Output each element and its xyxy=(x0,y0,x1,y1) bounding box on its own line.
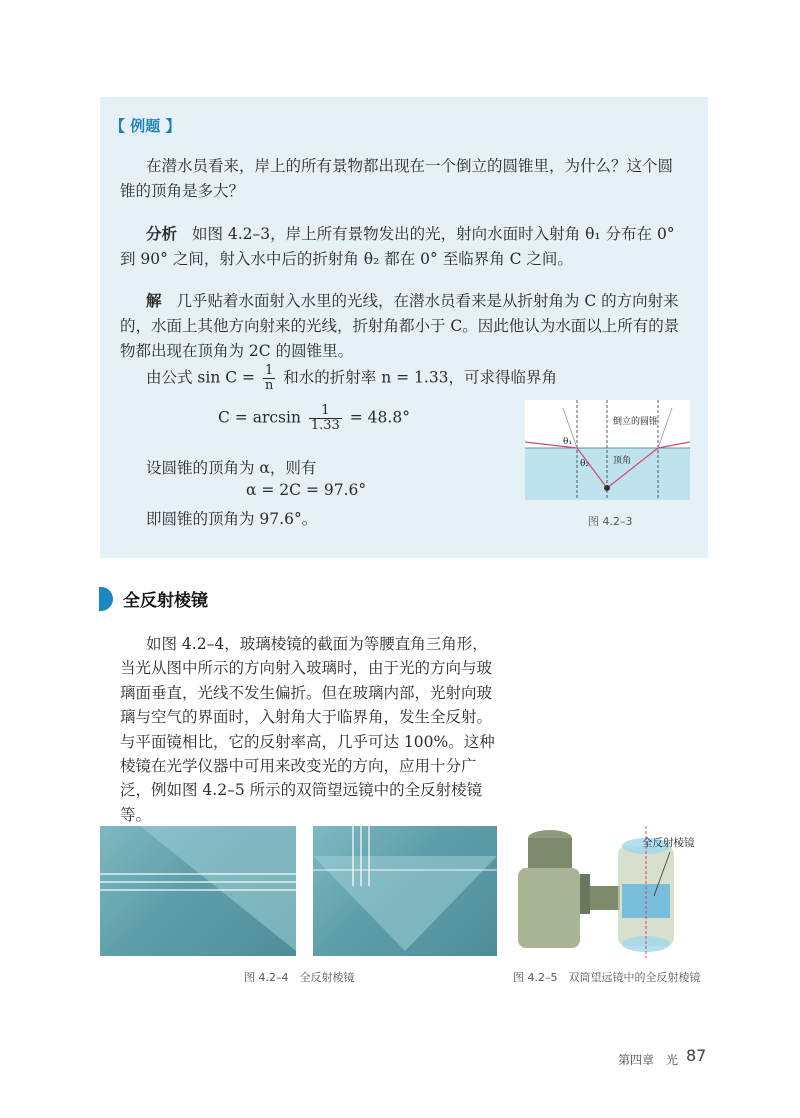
formula-c-text-b: = 48.8° xyxy=(349,408,410,427)
figure-4-2-5-caption: 图 4.2–5 双筒望远镜中的全反射棱镜 xyxy=(513,971,701,984)
figure-4-2-4-caption: 图 4.2–4 全反射棱镜 xyxy=(244,971,355,984)
chapter-label: 第四章 光 xyxy=(618,1053,679,1067)
prism-photo-2 xyxy=(313,826,497,956)
fraction-1-over-n xyxy=(263,364,275,393)
fraction-den: n xyxy=(264,378,274,393)
fraction-den: 1.33 xyxy=(310,418,340,433)
section-title: 全反射棱镜 xyxy=(123,591,208,611)
example-solution xyxy=(120,289,688,364)
solution-text: 几乎贴着水面射入水里的光线，在潜水员看来是从折射角为 C 的方向射来的，水面上其他方向射来的光线，折射角都小于 C。因此他认为水面以上所有的景物都出现在顶角为 2C 的圆锥里。 xyxy=(120,292,680,360)
fraction-num: 1 xyxy=(263,364,275,379)
diver-eye xyxy=(604,485,610,491)
page-number: 87 xyxy=(686,1046,707,1065)
prism-photo-1 xyxy=(100,826,296,956)
eyepiece-tube-left xyxy=(528,838,572,868)
theta1-label: θ₁ xyxy=(563,437,573,447)
focus-wheel xyxy=(580,874,590,914)
example-title: 【 例题 】 xyxy=(110,117,181,135)
prism-shape xyxy=(140,826,296,951)
analysis-label: 分析 xyxy=(146,225,178,243)
section-marker xyxy=(99,587,113,611)
cone-label: 倒立的圆锥 xyxy=(613,417,659,427)
water-region xyxy=(525,448,690,500)
fraction-num: 1 xyxy=(309,404,342,419)
analysis-text: 如图 4.2–3，岸上所有景物发出的光，射向水面时入射角 θ₁ 分布在 0° 到 90° 之间，射入水中后的折射角 θ₂ 都在 0° 至临界角 C 之间。 xyxy=(120,225,675,268)
conclusion-text: 即圆锥的顶角为 97.6°。 xyxy=(146,510,318,528)
air-region xyxy=(525,400,690,448)
let-text: 设圆锥的顶角为 α，则有 xyxy=(146,459,317,477)
fraction-1-over-133 xyxy=(309,404,342,433)
cone-diagram xyxy=(525,400,690,500)
example-analysis xyxy=(120,222,688,272)
theta2-label: θ₂ xyxy=(580,459,590,469)
formula-intro xyxy=(146,364,706,393)
formula-critical-angle xyxy=(218,404,410,433)
formula-intro-text-a: 由公式 sin C = xyxy=(146,368,256,387)
figure-4-2-3-caption: 图 4.2–3 xyxy=(588,515,633,528)
solution-label: 解 xyxy=(146,292,162,310)
formula-intro-text-b: 和水的折射率 n = 1.33，可求得临界角 xyxy=(283,368,558,387)
example-question: 在潜水员看来，岸上的所有景物都出现在一个倒立的圆锥里，为什么？这个圆锥的顶角是多大？ xyxy=(120,157,674,200)
formula-c-text-a: C = arcsin xyxy=(218,408,301,427)
prism-label: 全反射棱镜 xyxy=(642,837,695,849)
alpha-equation: α = 2C = 97.6° xyxy=(246,481,367,499)
prism-photo-1-drawing xyxy=(100,826,296,956)
binoculars-illustration xyxy=(510,826,700,958)
section-body: 如图 4.2–4，玻璃棱镜的截面为等腰直角三角形，当光从图中所示的方向射入玻璃时，由于光的方向与玻璃面垂直，光线不发生偏折。但在玻璃内部，光射向玻璃与空气的界面时，入射角大于临界角，发生全反射。与平面镜相比，它的反射率高，几乎可达 100%。这种棱镜在光学仪器中可用来改变光的方向，应用十分广泛，例如图 4.2–5 所示的双筒望远镜中的全反射棱镜等。 xyxy=(120,635,495,824)
prism-photo-2-drawing xyxy=(313,826,497,956)
apex-label: 顶角 xyxy=(613,456,632,466)
binocular-body-left xyxy=(518,868,580,948)
